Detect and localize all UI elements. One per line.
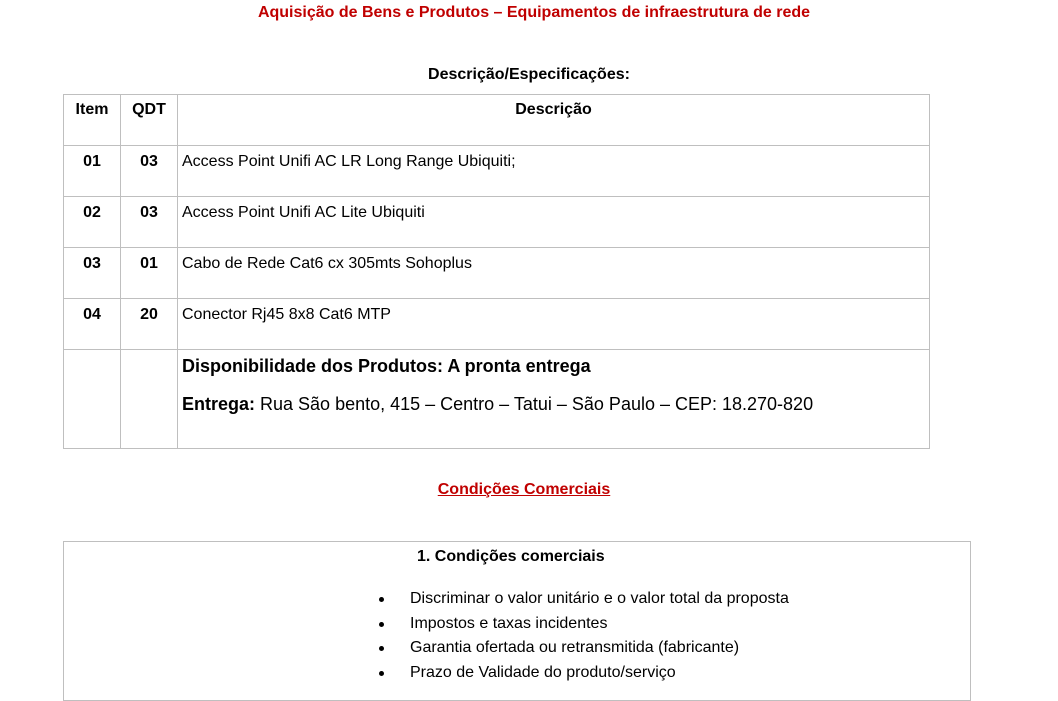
empty-cell	[64, 350, 121, 449]
cell-item: 04	[64, 299, 121, 350]
delivery-label: Entrega:	[182, 394, 256, 414]
list-item: Impostos e taxas incidentes	[374, 612, 789, 637]
cell-item: 01	[64, 146, 121, 197]
cell-qdt: 01	[121, 248, 178, 299]
cell-qdt: 03	[121, 146, 178, 197]
cell-item: 03	[64, 248, 121, 299]
conditions-list	[374, 587, 789, 685]
delivery-text	[182, 394, 929, 415]
section-subtitle: Descrição/Especificações:	[428, 66, 630, 83]
delivery-address: Rua São bento, 415 – Centro – Tatui – São Paulo – CEP: 18.270-820	[255, 394, 814, 414]
empty-cell	[121, 350, 178, 449]
cell-qdt: 03	[121, 197, 178, 248]
cell-qdt: 20	[121, 299, 178, 350]
availability-cell	[178, 350, 930, 449]
cell-item: 02	[64, 197, 121, 248]
table-header-row	[64, 95, 930, 146]
availability-row	[64, 350, 930, 449]
column-header-item: Item	[64, 95, 121, 146]
list-item: Prazo de Validade do produto/serviço	[374, 661, 789, 686]
document-title: Aquisição de Bens e Produtos – Equipamentos de infraestrutura de rede	[257, 4, 811, 21]
table-row	[64, 299, 930, 350]
column-header-qdt: QDT	[121, 95, 178, 146]
column-header-descricao: Descrição	[178, 95, 930, 146]
cell-descricao: Cabo de Rede Cat6 cx 305mts Sohoplus	[178, 248, 930, 299]
table-row	[64, 248, 930, 299]
cell-descricao: Access Point Unifi AC Lite Ubiquiti	[178, 197, 930, 248]
products-table	[63, 94, 930, 449]
cell-descricao: Access Point Unifi AC LR Long Range Ubiquiti;	[178, 146, 930, 197]
list-item: Discriminar o valor unitário e o valor total da proposta	[374, 587, 789, 612]
table-row	[64, 197, 930, 248]
cell-descricao: Conector Rj45 8x8 Cat6 MTP	[178, 299, 930, 350]
commercial-conditions-title: 1. Condições comerciais	[417, 548, 605, 565]
availability-text: Disponibilidade dos Produtos: A pronta entrega	[182, 356, 591, 376]
commercial-conditions-heading: Condições Comerciais	[437, 481, 611, 498]
table-row	[64, 146, 930, 197]
list-item: Garantia ofertada ou retransmitida (fabricante)	[374, 636, 789, 661]
commercial-conditions-box	[63, 541, 971, 701]
